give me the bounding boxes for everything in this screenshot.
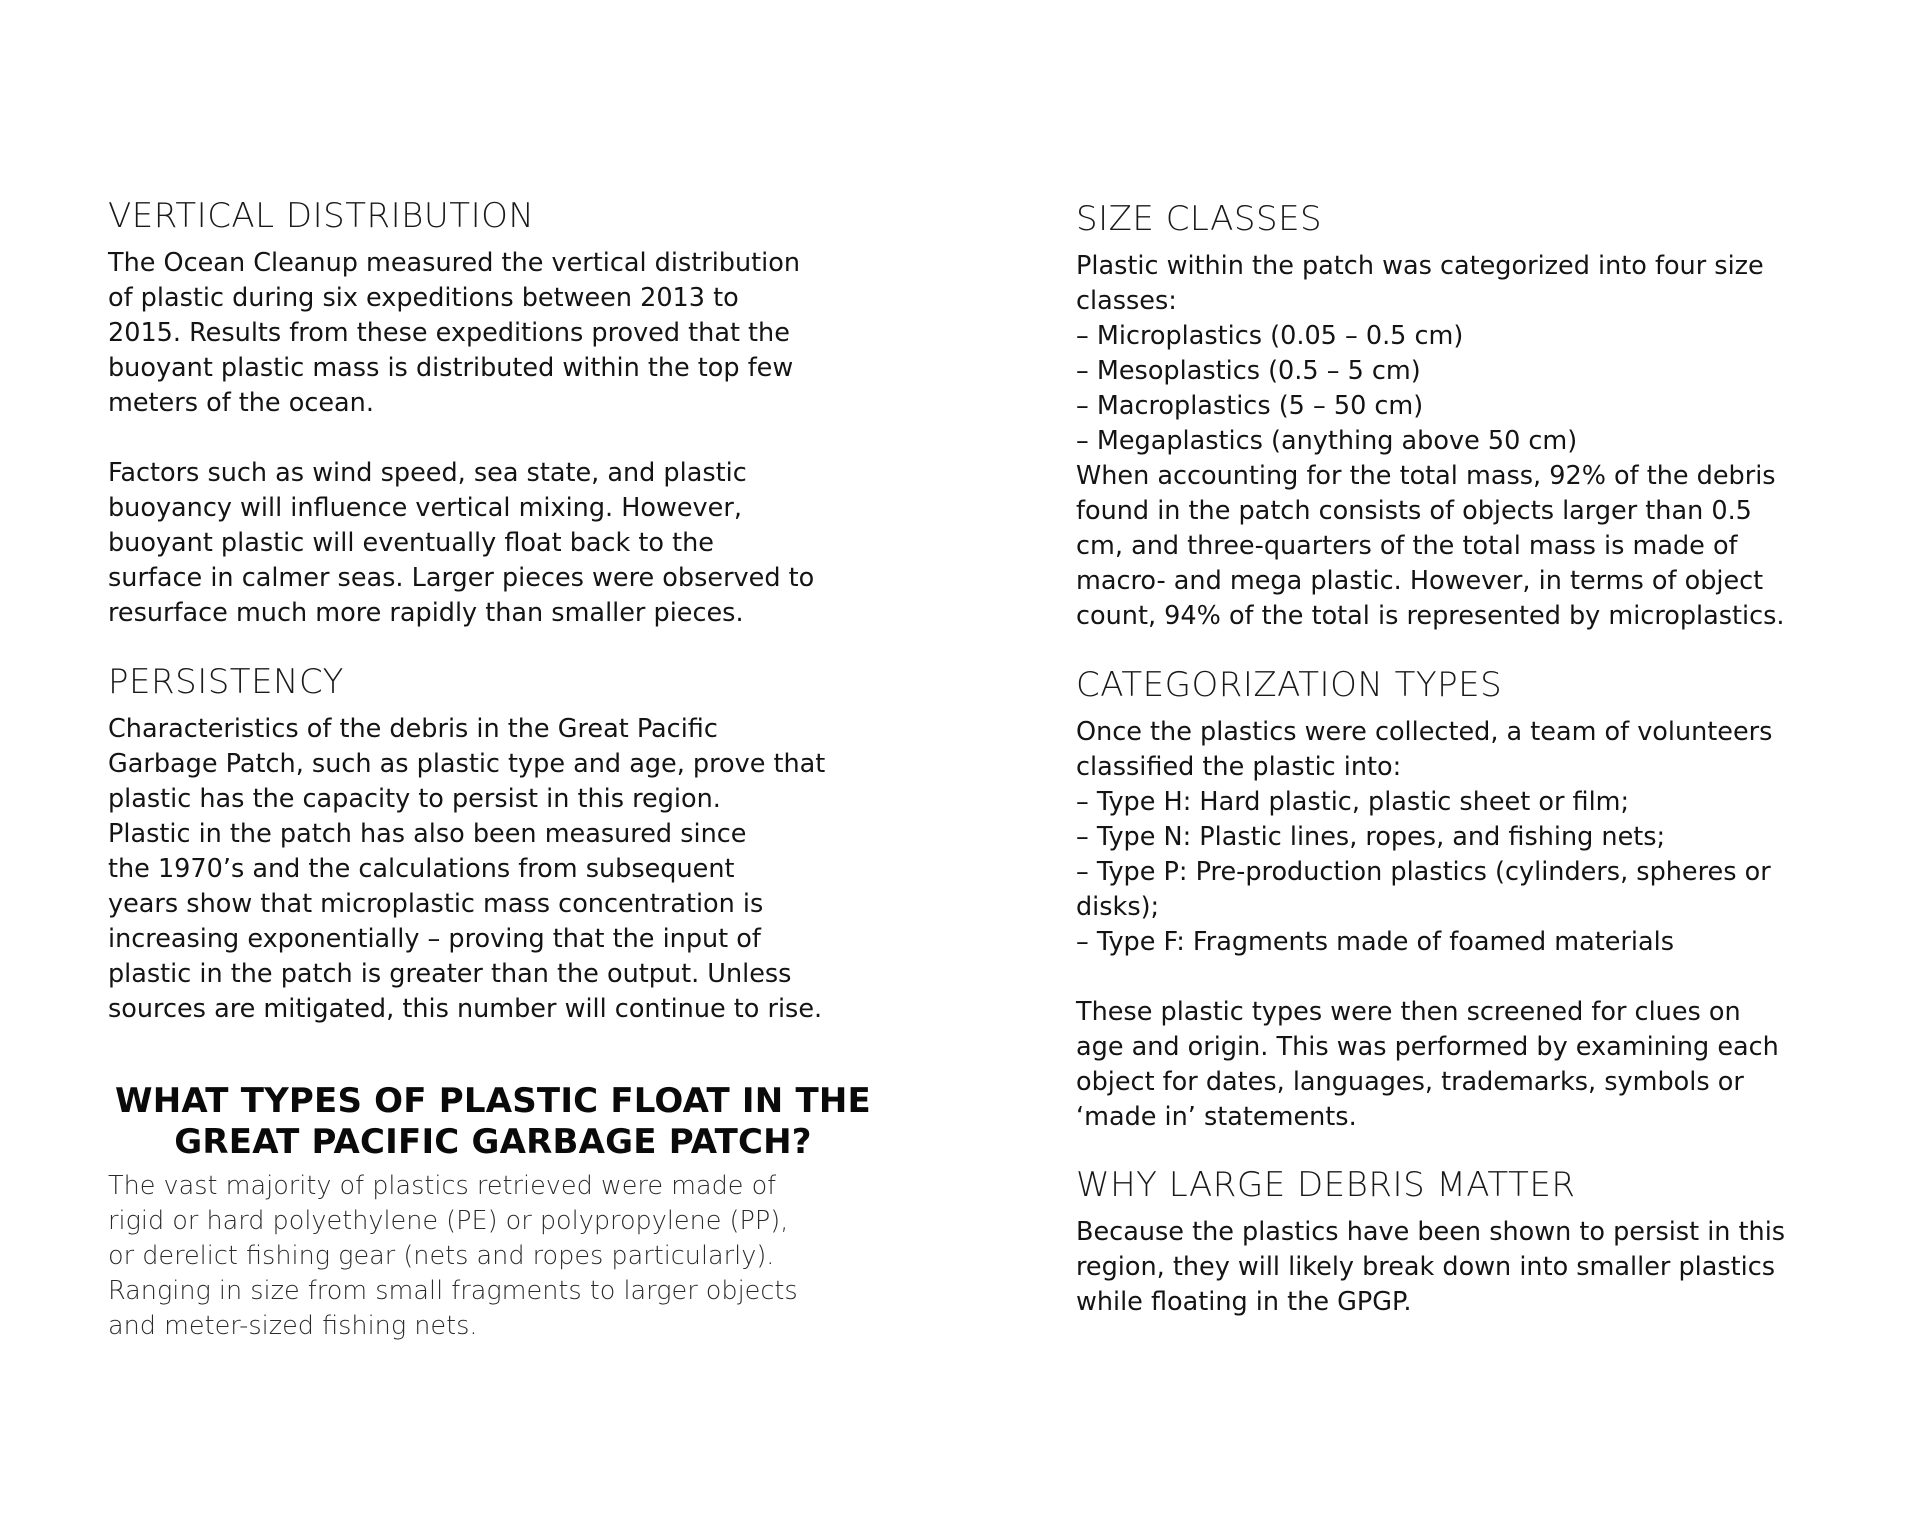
text-line: meters of the ocean. (108, 388, 374, 418)
plastic-types-section (108, 1081, 878, 1344)
text-line: Factors such as wind speed, sea state, and plastic (108, 458, 747, 488)
text-line: The Ocean Cleanup measured the vertical distribution (108, 248, 800, 278)
text-line: The vast majority of plastics retrieved were made of (108, 1171, 777, 1201)
text-line: macro- and mega plastic. However, in terms of object (1076, 566, 1764, 596)
text-line: buoyant plastic mass is distributed within the top few (108, 353, 794, 383)
text-line: object for dates, languages, trademarks, symbols or (1076, 1067, 1744, 1097)
vertical-distribution-heading: VERTICAL DISTRIBUTION (108, 196, 535, 236)
list-item: – Macroplastics (5 – 50 cm) (1076, 391, 1424, 421)
list-item: disks); (1076, 892, 1160, 922)
categorization-types-paragraph-1 (1076, 715, 1836, 960)
text-line: classes: (1076, 286, 1177, 316)
text-line: 2015. Results from these expeditions proved that the (108, 318, 790, 348)
text-line: buoyancy will influence vertical mixing. However, (108, 493, 742, 523)
text-line: region, they will likely break down into smaller plastics (1076, 1252, 1776, 1282)
vertical-distribution-paragraph-1 (108, 246, 878, 421)
text-line: ‘made in’ statements. (1076, 1102, 1357, 1132)
text-line: Garbage Patch, such as plastic type and age, prove that (108, 749, 826, 779)
size-classes-section (1076, 199, 1836, 634)
large-debris-paragraph (1076, 1215, 1836, 1320)
text-line: Plastic within the patch was categorized into four size (1076, 251, 1764, 281)
list-item: – Type H: Hard plastic, plastic sheet or film; (1076, 787, 1630, 817)
text-line: classified the plastic into: (1076, 752, 1402, 782)
list-item: – Type F: Fragments made of foamed materials (1076, 927, 1674, 957)
text-line: Characteristics of the debris in the Great Pacific (108, 714, 718, 744)
text-line: resurface much more rapidly than smaller pieces. (108, 598, 744, 628)
heading-line: WHAT TYPES OF PLASTIC FLOAT IN THE (115, 1081, 871, 1121)
text-line: rigid or hard polyethylene (PE) or polypropylene (PP), (108, 1206, 789, 1236)
list-item: – Megaplastics (anything above 50 cm) (1076, 426, 1578, 456)
text-line: increasing exponentially – proving that the input of (108, 924, 761, 954)
text-line: and meter-sized fishing nets. (108, 1311, 478, 1341)
text-line: the 1970’s and the calculations from subsequent (108, 854, 735, 884)
text-line: surface in calmer seas. Larger pieces were observed to (108, 563, 815, 593)
vertical-distribution-section (108, 196, 878, 631)
list-item: – Microplastics (0.05 – 0.5 cm) (1076, 321, 1464, 351)
large-debris-section (1076, 1165, 1836, 1320)
text-line: years show that microplastic mass concentration is (108, 889, 764, 919)
plastic-types-heading (108, 1081, 878, 1163)
text-line: These plastic types were then screened for clues on (1076, 997, 1741, 1027)
list-item: – Mesoplastics (0.5 – 5 cm) (1076, 356, 1421, 386)
text-line: When accounting for the total mass, 92% of the debris (1076, 461, 1776, 491)
persistency-section (108, 662, 878, 1027)
text-line: plastic has the capacity to persist in this region. (108, 784, 721, 814)
text-line: Ranging in size from small fragments to larger objects (108, 1276, 798, 1306)
persistency-paragraph (108, 712, 878, 1027)
text-line: count, 94% of the total is represented by microplastics. (1076, 601, 1785, 631)
categorization-types-section (1076, 665, 1836, 1135)
text-line: found in the patch consists of objects larger than 0.5 (1076, 496, 1752, 526)
text-line: cm, and three-quarters of the total mass is made of (1076, 531, 1738, 561)
text-line: while floating in the GPGP. (1076, 1287, 1412, 1317)
text-line: Plastic in the patch has also been measured since (108, 819, 747, 849)
text-line: plastic in the patch is greater than the output. Unless (108, 959, 792, 989)
size-classes-paragraph (1076, 249, 1836, 634)
text-line: sources are mitigated, this number will continue to rise. (108, 994, 823, 1024)
categorization-types-paragraph-2 (1076, 995, 1836, 1135)
vertical-distribution-paragraph-2 (108, 456, 878, 631)
large-debris-heading: WHY LARGE DEBRIS MATTER (1076, 1165, 1576, 1205)
size-classes-heading: SIZE CLASSES (1076, 199, 1323, 239)
text-line: buoyant plastic will eventually float back to the (108, 528, 714, 558)
text-line: of plastic during six expeditions between 2013 to (108, 283, 739, 313)
text-line: Because the plastics have been shown to persist in this (1076, 1217, 1786, 1247)
list-item: – Type P: Pre-production plastics (cylinders, spheres or (1076, 857, 1771, 887)
text-line: age and origin. This was performed by examining each (1076, 1032, 1779, 1062)
categorization-types-heading: CATEGORIZATION TYPES (1076, 665, 1503, 705)
plastic-types-paragraph (108, 1169, 878, 1344)
text-line: Once the plastics were collected, a team of volunteers (1076, 717, 1773, 747)
persistency-heading: PERSISTENCY (108, 662, 344, 702)
list-item: – Type N: Plastic lines, ropes, and fishing nets; (1076, 822, 1666, 852)
text-line: or derelict fishing gear (nets and ropes particularly). (108, 1241, 775, 1271)
heading-line: GREAT PACIFIC GARBAGE PATCH? (174, 1122, 812, 1162)
